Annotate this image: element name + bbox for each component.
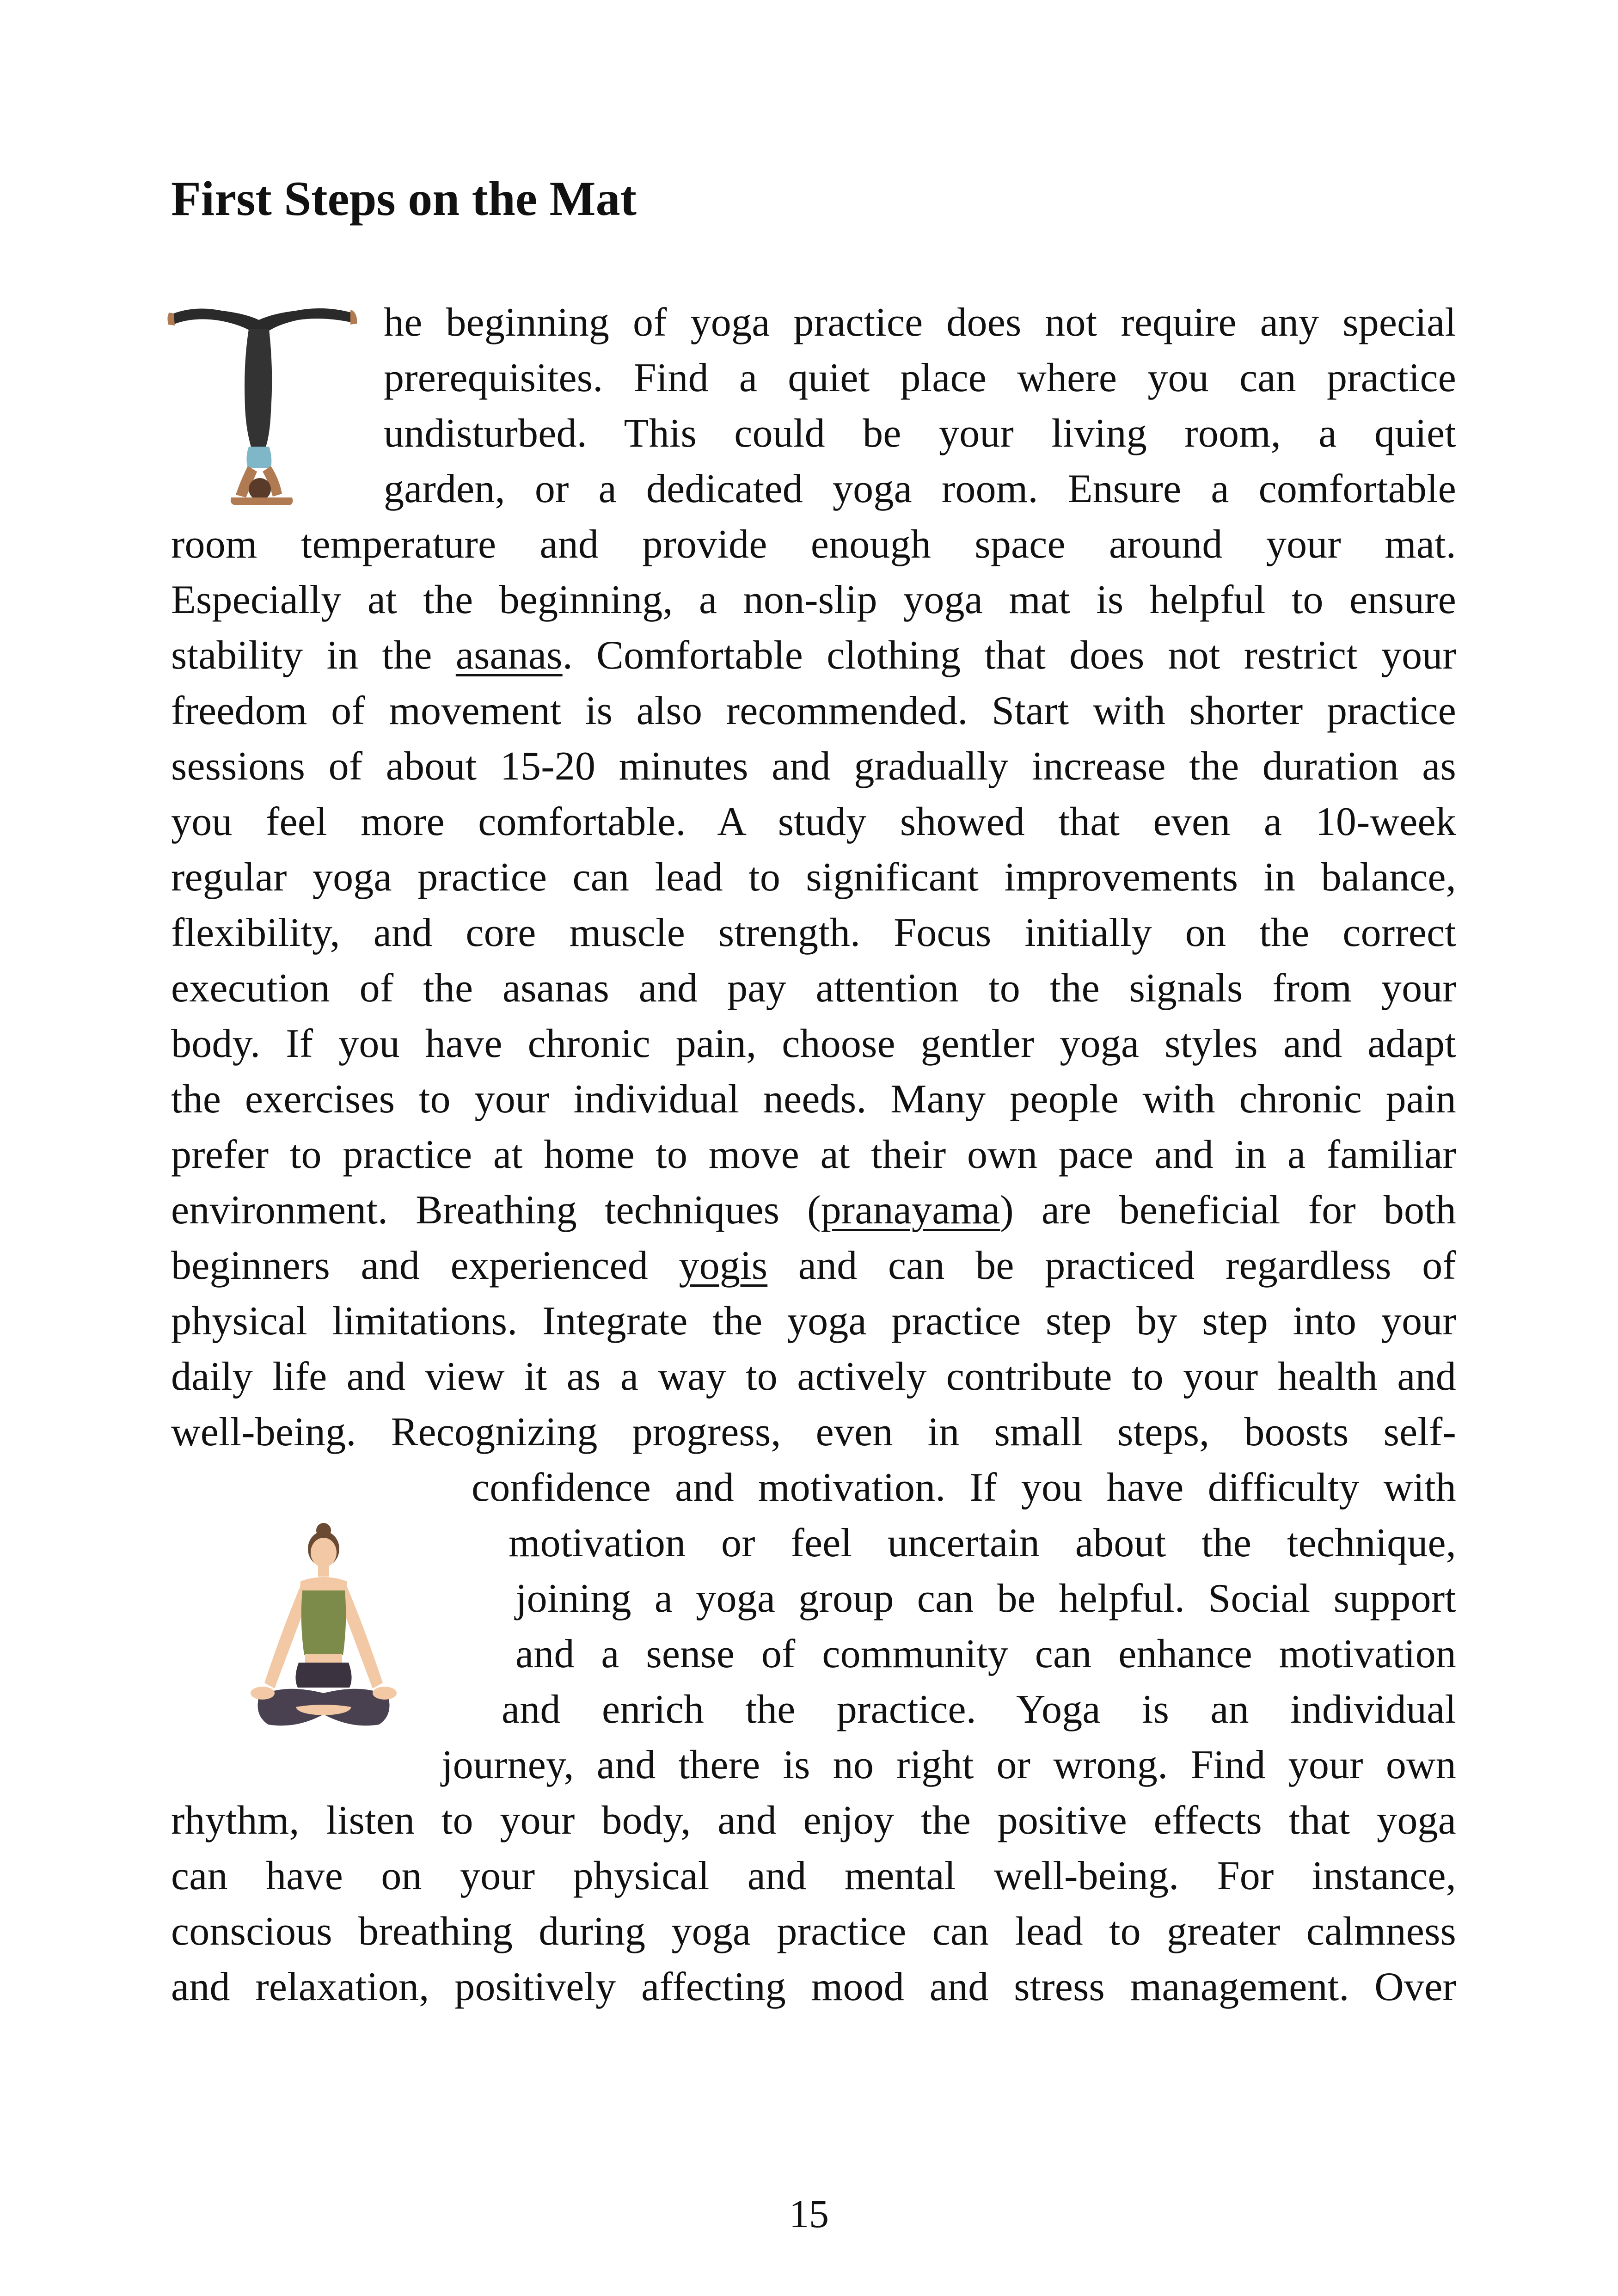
text-line [384, 350, 1456, 406]
text-line [515, 1571, 1456, 1627]
text-run: joining a yoga group can be helpful. Social support [515, 1576, 1456, 1621]
text-run: and enrich the practice. Yoga is an individual [502, 1687, 1456, 1732]
text-line [171, 1072, 1456, 1127]
text-run: flexibility, and core muscle strength. Focus initially on the correct [171, 910, 1456, 955]
text-run: and can be practiced regardless of [767, 1243, 1456, 1288]
text-line [441, 1737, 1456, 1793]
text-run: . Comfortable clothing that does not restrict your [562, 633, 1456, 678]
text-line [171, 1349, 1456, 1405]
text-line [472, 1460, 1456, 1516]
text-run: can have on your physical and mental well-being. For instance, [171, 1854, 1456, 1898]
text-run: physical limitations. Integrate the yoga practice step by step into your [171, 1299, 1456, 1344]
text-run: motivation or feel uncertain about the technique, [509, 1521, 1456, 1565]
text-run: ) are beneficial for both [1000, 1188, 1456, 1233]
text-run: room temperature and provide enough space around your mat. [171, 522, 1456, 567]
text-line [502, 1682, 1456, 1737]
text-line [171, 1238, 1456, 1294]
text-line [171, 517, 1456, 572]
text-run: garden, or a dedicated yoga room. Ensure a comfortable [384, 467, 1456, 511]
text-run: confidence and motivation. If you have difficulty with [472, 1465, 1456, 1510]
text-run: rhythm, listen to your body, and enjoy the positive effects that yoga [171, 1798, 1456, 1843]
text-run: the exercises to your individual needs. Many people with chronic pain [171, 1077, 1456, 1122]
text-line [171, 1405, 1456, 1460]
page-title: First Steps on the Mat [171, 172, 637, 226]
text-line [171, 1183, 1456, 1238]
text-line [171, 572, 1456, 628]
text-line [171, 739, 1456, 794]
text-line [171, 1127, 1456, 1183]
text-run: prerequisites. Find a quiet place where you can practice [384, 356, 1456, 400]
text-line [171, 628, 1456, 683]
text-run: beginners and experienced [171, 1243, 679, 1288]
text-line [384, 406, 1456, 461]
text-run: undisturbed. This could be your living room, a quiet [384, 411, 1456, 456]
text-run: you feel more comfortable. A study showed that even a 10-week [171, 799, 1456, 844]
text-run: sessions of about 15-20 minutes and gradually increase the duration as [171, 744, 1456, 789]
text-run: stability in the [171, 633, 456, 678]
text-run: execution of the asanas and pay attention to the signals from your [171, 966, 1456, 1011]
text-line [171, 961, 1456, 1016]
dropcap-headstand-figure [166, 296, 365, 513]
text-line [171, 794, 1456, 850]
text-line [515, 1627, 1456, 1682]
text-run: and relaxation, positively affecting mood and stress management. Over [171, 1964, 1456, 2009]
text-run: freedom of movement is also recommended. Start with shorter practice [171, 688, 1456, 733]
text-run: he beginning of yoga practice does not require any special [384, 300, 1456, 345]
text-run: and a sense of community can enhance motivation [515, 1632, 1456, 1676]
text-line [509, 1516, 1456, 1571]
text-line [384, 461, 1456, 517]
text-line [171, 1793, 1456, 1848]
glossary-term: asanas [455, 633, 563, 678]
text-run: well-being. Recognizing progress, even in small steps, boosts self- [171, 1410, 1456, 1455]
glossary-term: yogis [679, 1243, 768, 1288]
text-run: environment. Breathing techniques ( [171, 1188, 821, 1233]
glossary-term: pranayama [821, 1188, 1000, 1233]
text-run: daily life and view it as a way to actively contribute to your health and [171, 1354, 1456, 1399]
text-run: conscious breathing during yoga practice can lead to greater calmness [171, 1909, 1456, 1954]
text-run: regular yoga practice can lead to significant improvements in balance, [171, 855, 1456, 900]
lotus-pose-figure [240, 1521, 407, 1752]
text-line [171, 850, 1456, 905]
page-number: 15 [789, 2192, 829, 2236]
text-line [384, 295, 1456, 350]
text-line [171, 1959, 1456, 2015]
text-run: Especially at the beginning, a non-slip yoga mat is helpful to ensure [171, 577, 1456, 622]
text-line [171, 1848, 1456, 1904]
text-line [171, 683, 1456, 739]
text-run: body. If you have chronic pain, choose gentler yoga styles and adapt [171, 1021, 1456, 1066]
text-run: prefer to practice at home to move at their own pace and in a familiar [171, 1132, 1456, 1177]
text-line [171, 1294, 1456, 1349]
text-line [171, 1904, 1456, 1959]
text-line [171, 1016, 1456, 1072]
text-run: journey, and there is no right or wrong. Find your own [441, 1743, 1456, 1787]
text-line [171, 905, 1456, 961]
